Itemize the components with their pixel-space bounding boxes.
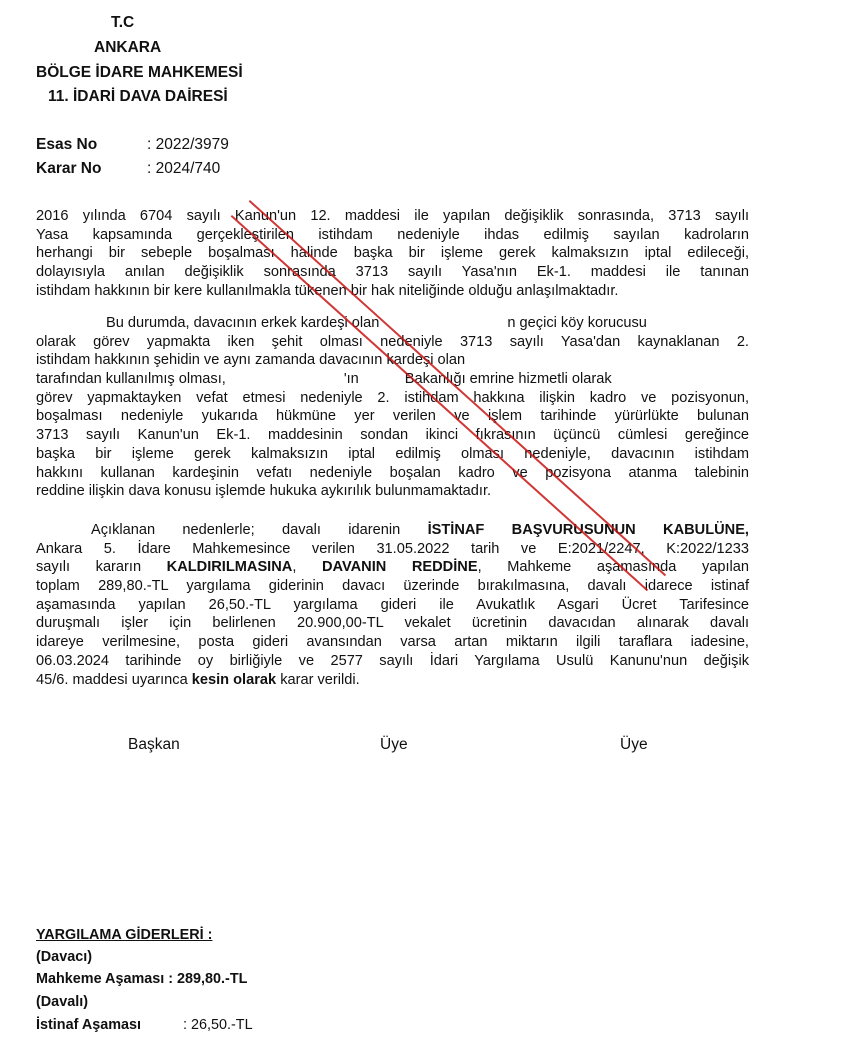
text-fragment: sayılı kararın	[36, 559, 167, 576]
text-line: görev yapmaktayken vefat etmesi nedeniyle 2. istihdam hakkına ilişkin kadro ve pozisyonun,	[36, 389, 749, 406]
text-line: herhangi bir sebeple boşalması halinde başka bir işleme gerek kalmaksızın iptal edileceği,	[36, 245, 749, 262]
signature-uye-2: Üye	[620, 736, 648, 753]
header-chamber: 11. İDARİ DAVA DAİRESİ	[48, 88, 228, 105]
text-fragment: Bu durumda, davacının erkek kardeşi olan	[106, 315, 380, 331]
text-line	[36, 521, 749, 540]
text-line	[36, 370, 749, 389]
signature-baskan: Başkan	[128, 736, 180, 753]
text-line: istihdam hakkının şehidin ve aynı zamanda davacının kardeşi olan	[36, 352, 466, 369]
text-line: toplam 289,80.-TL yargılama giderinin davacı üzerinde bırakılmasına, davalı idarece istinaf	[36, 578, 749, 595]
karar-value: : 2024/740	[147, 160, 221, 177]
text-fragment: Bakanlığı emrine hizmetli olarak	[404, 371, 612, 388]
text-line: Yasa kapsamında gerçekleştirilen istihdam nedeniyle ihdas edilmiş sayılan kadroların	[36, 226, 749, 243]
text-line: aşamasında yapılan 26,50.-TL yargılama gideri ile Avukatlık Asgari Ücret Tarifesince	[36, 596, 749, 613]
text-fragment: 45/6. maddesi uyarınca	[36, 671, 192, 688]
costs-title: YARGILAMA GİDERLERİ :	[36, 927, 213, 943]
text-line: dolayısıyla anılan değişiklik sonrasında 3713 sayılı Yasa'nın Ek-1. maddesi ile tanınan	[36, 264, 749, 281]
paragraph-1	[36, 207, 749, 300]
text-line: hakkını kullanan kardeşinin vefatı nedeniyle boşalan kadro ve pozisyona atanma talebinin	[36, 464, 749, 481]
text-fragment: , Mahkeme aşamasında yapılan	[477, 559, 750, 576]
text-line: duruşmalı işler için belirlenen 20.900,00-TL vekalet ücretinin davacıdan alınarak davalı	[36, 615, 749, 632]
text-line: 06.03.2024 tarihinde oy birliğiyle ve 2577 sayılı İdari Yargılama Usulü Kanunu'nun değişik	[36, 652, 749, 669]
costs-mahkeme: Mahkeme Aşaması : 289,80.-TL	[36, 971, 248, 987]
costs-davali: (Davalı)	[36, 994, 88, 1010]
text-line: boşalması nedeniyle yukarıda hükmüne yer verilen ve işlem tarihinde yürürlükte bulunan	[36, 408, 749, 425]
text-fragment: Açıklanan nedenlerle; davalı idarenin	[91, 522, 428, 538]
header-tc: T.C	[111, 14, 135, 31]
karar-row	[36, 160, 221, 178]
text-line: 2016 yılında 6704 sayılı Kanun'un 12. maddesi ile yapılan değişiklik sonrasında, 3713 sayılı	[36, 208, 749, 224]
text-line: Ankara 5. İdare Mahkemesince verilen 31.05.2022 tarih ve E:2021/2247, K:2022/1233	[36, 540, 749, 557]
text-fragment: tarafından kullanılmış olması,	[36, 371, 226, 388]
text-line: 3713 sayılı Kanun'un Ek-1. maddesinin sondan ikinci fıkrasının üçüncü cümlesi gereğince	[36, 427, 749, 444]
text-bold: KALDIRILMASINA	[166, 559, 293, 576]
text-bold: DAVANIN REDDİNE	[321, 559, 478, 576]
text-line: reddine ilişkin dava konusu işlemde hukuka aykırılık bulunmamaktadır.	[36, 483, 492, 500]
text-line: idareye verilmesine, posta gideri avansından varsa artan miktarın ilgili taraflara iadesine,	[36, 634, 749, 651]
text-fragment: 'ın	[343, 371, 359, 388]
header-city: ANKARA	[94, 39, 162, 56]
text-fragment: karar verildi.	[276, 671, 360, 688]
costs-davaci: (Davacı)	[36, 949, 92, 965]
text-bold: İSTİNAF BAŞVURUSUNUN KABULÜNE,	[427, 522, 749, 538]
text-line: istihdam hakkının bir kere kullanılmakla tükenen bir hak niteliğinde olduğu anlaşılmaktadır.	[36, 282, 619, 299]
header-court: BÖLGE İDARE MAHKEMESİ	[36, 64, 243, 81]
costs-istinaf-value: : 26,50.-TL	[183, 1017, 253, 1033]
text-line: olarak görev yapmakta iken şehit olması nedeniyle 3713 sayılı Yasa'dan kaynaklanan 2.	[36, 333, 749, 350]
text-line	[36, 671, 749, 690]
paragraph-2	[36, 314, 749, 501]
text-fragment: n geçici köy korucusu	[507, 315, 647, 331]
text-bold: kesin olarak	[191, 671, 277, 688]
karar-label: Karar No	[36, 160, 102, 177]
esas-row	[36, 136, 229, 154]
signature-uye-1: Üye	[380, 736, 408, 753]
text-line	[36, 558, 749, 577]
paragraph-3	[36, 521, 749, 689]
text-fragment: ,	[292, 559, 322, 576]
costs-istinaf-label: İstinaf Aşaması	[36, 1017, 142, 1033]
esas-value: : 2022/3979	[147, 136, 229, 153]
esas-label: Esas No	[36, 136, 98, 153]
text-line: başka bir işleme gerek kalmaksızın iptal edilmiş olması nedeniyle, davacının istihdam	[36, 445, 749, 462]
